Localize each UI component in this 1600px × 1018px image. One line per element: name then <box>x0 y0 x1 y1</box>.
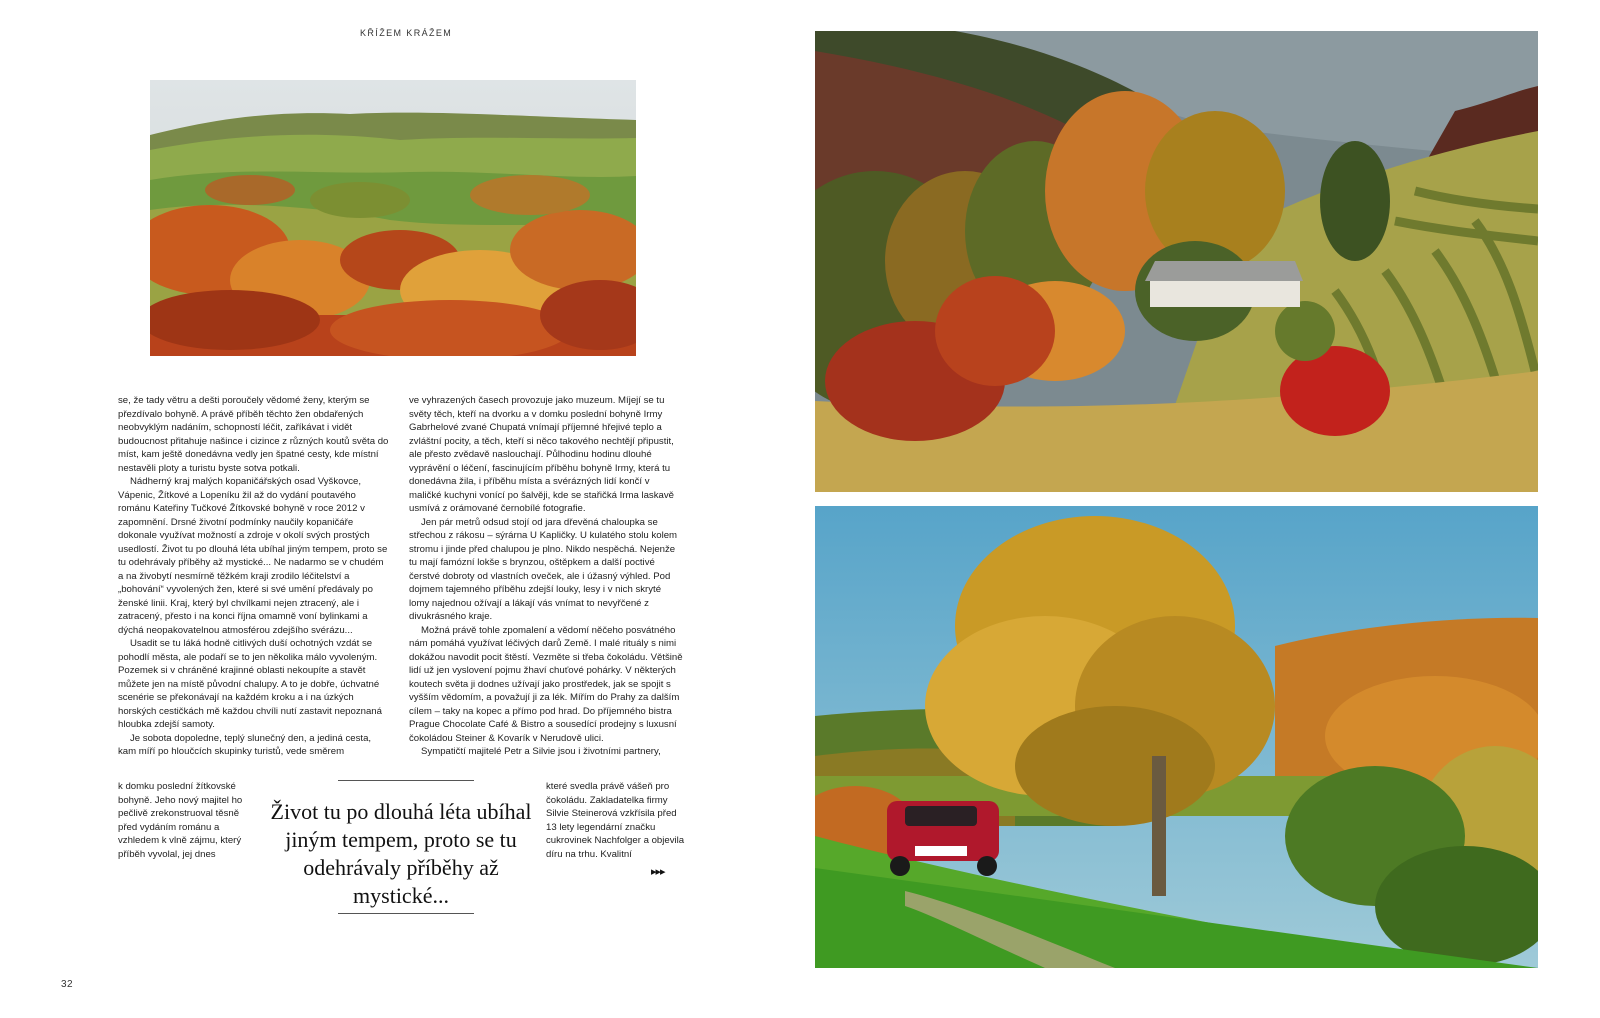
article-column-2 <box>409 394 683 759</box>
paragraph: se, že tady větru a dešti poroučely vědomé ženy, kterým se přezdívalo bohyně. A právě příběh těchto žen obdařených neobvyklým nadáním, schopností léčit, zaříkávat i vidět budoucnost přitahuje našince i cizince z různých koutů světa do míst, kam ještě donedávna vedly jen špatné cesty, kde místní nestavěli ploty a turistu byste sotva potkali. <box>118 395 389 474</box>
article-column-1 <box>118 394 390 759</box>
paragraph: ve vyhrazených časech provozuje jako muzeum. Míjejí se tu světy těch, kteří na dvorku a v domku poslední bohyně Irmy Gabrhelové zvané Chupatá vnímají příjemné hřejivé teplo a zvláštní pocity, a těch, kteří si něco takového nechtějí připustit, ale přesto zvědavě naslouchají. Půlhodinu hodinu dlouhé vyprávění o léčení, fascinujícím příběhu bohyně Irmy, která tu donedávna žila, i příběhu místa a svérázných lidí končí v maličké kuchyni vonící po šalvěji, kde se stařičká Irma laskavě usmívá z orámované černobílé fotografie. <box>409 395 674 514</box>
paragraph: Možná právě tohle zpomalení a vědomí něčeho posvátného nám pomáhá využívat léčivých darů Země. I malé rituály s nimi dokážou navodit pocit štěstí. Vezměte si třeba čokoládu. Většině lidí už jen vyslovení pojmu žhaví chuťové pohárky. V některých koutech světa ji dodnes užívají jako prostředek, jak se spojit s vyšším vědomím, a považují ji za lék. Mířím do Prahy za dalším cílem – taky na kopec a přímo pod hrad. Do příjemného bistra Prague Chocolate Café & Bistro a sousedící prodejny s luxusní čokoládou Steiner & Kovarík v Nerudově ulici. <box>409 624 683 744</box>
paragraph: Sympatičtí majitelé Petr a Silvie jsou i životními partnery, <box>421 746 661 757</box>
photo-meadow-house-image <box>815 31 1538 492</box>
photo-autumn-hills-image <box>150 80 636 356</box>
page-number: 32 <box>61 979 74 990</box>
paragraph: Usadit se tu láká hodně citlivých duší ochotných vzdát se pohodlí města, ale podaří se to jen několika málo vyvoleným. Pozemek si v chráněné krajinné oblasti nekoupíte a stavět můžete jen na místě původní chalupy. A to je dobře, úchvatné scenérie se překonávají na každém kroku a i na úzkých horských cestičkách mě každou chvíli nutí zastavit nepoznaná hloubka zdejší samoty. <box>118 638 382 730</box>
continue-arrows-icon: ▸▸▸ <box>651 866 665 878</box>
section-title: KŘÍŽEM KRÁŽEM <box>360 28 453 38</box>
paragraph: Jen pár metrů odsud stojí od jara dřevěná chaloupka se střechou z rákosu – sýrárna U Kapličky. U kulatého stolu kolem stromu i jinde před chalupou je plno. Nikdo nespěchá. Nejenže tu mají famózní lokše s brynzou, oštěpkem a další poctivé čerstvé dobroty od vlastních oveček, ale i úžasný výhled. Pod dojmem tajemného příběhu zdejší louky, lesy i v nich skryté lomy najednou ožívají a lákají vás vnímat to nevyřčené z divukrásného kraje. <box>409 516 678 622</box>
article-column-1-tail: k domku poslední žítkovské bohyně. Jeho nový majitel ho pečlivě zrekonstruoval těsně před vydáním románu a vzhledem k vlně zájmu, který příběh vyvolal, jej dnes <box>118 781 243 860</box>
article-column-2-tail: které svedla právě vášeň pro čokoládu. Zakladatelka firmy Silvie Steinerová vzkřísila před 13 lety legendární značku cukrovinek Nachfolger a objevila díru na trhu. Kvalitní <box>546 781 685 860</box>
photo-autumn-hills <box>150 80 636 356</box>
pull-quote-rule-bottom <box>338 913 474 914</box>
photo-car-tree-image <box>815 506 1538 968</box>
photo-car-tree <box>815 506 1538 968</box>
pull-quote-rule-top <box>338 780 474 781</box>
paragraph: Je sobota dopoledne, teplý slunečný den, a jediná cesta, kam míří po hloučcích skupinky turistů, vede směrem <box>118 732 372 757</box>
paragraph: Nádherný kraj malých kopaničářských osad Vyškovce, Vápenic, Žítkové a Lopeníku žil až do vydání poutavého románu Kateřiny Tučkové Žítkovské bohyně v roce 2012 v zapomnění. Drsné životní podmínky naučily kopaničáře dokonale využívat možností a zdroje v okolí svých prostých usedlostí. Život tu po dlouhá léta ubíhal jiným tempem, proto se tu odehrávaly příběhy až mystické... Ne nadarmo se v chudém a na živobytí nesmírně těžkém kraji zrodilo léčitelství a „bohování“ vyvolených žen, které si své umění předávaly po ženské linii. Kraj, který byl chvílkami nejen ztracený, ale i zatracený, přesto i na konci října omamně voní bylinkami a dýchá neopakovatelnou atmosférou zdejšího svérázu... <box>118 476 388 636</box>
pull-quote: Život tu po dlouhá léta ubíhal jiným tempem, proto se tu odehrávaly příběhy až mystické... <box>270 799 532 908</box>
photo-meadow-house <box>815 31 1538 492</box>
